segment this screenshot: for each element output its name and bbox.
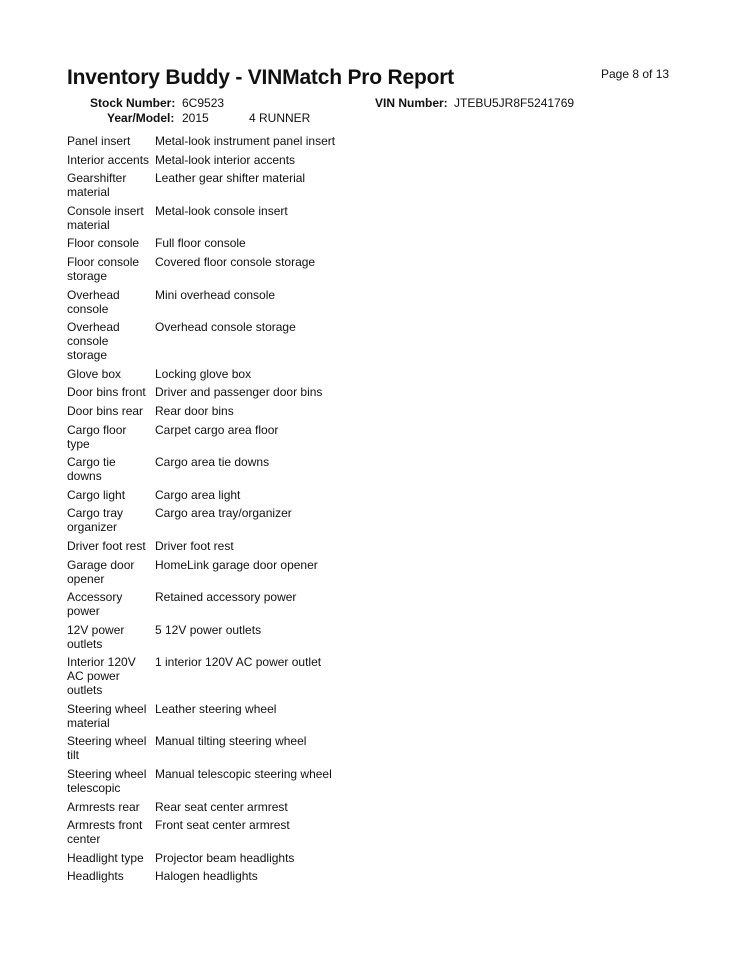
feature-row <box>67 236 335 250</box>
feature-label: Steering wheel material <box>67 701 147 730</box>
feature-value: Locking glove box <box>155 366 252 381</box>
feature-row <box>67 455 335 483</box>
feature-value: Cargo area light <box>155 487 241 502</box>
feature-value: Overhead console storage <box>155 320 296 335</box>
feature-value: Metal-look instrument panel insert <box>155 134 336 148</box>
feature-label: Interior 120V AC power outlets <box>67 655 136 698</box>
feature-value: Manual telescopic steering wheel <box>155 767 332 782</box>
feature-value: Projector beam headlights <box>155 850 295 865</box>
feature-label: Accessory power <box>67 590 123 619</box>
feature-row <box>67 590 335 618</box>
feature-value: Halogen headlights <box>155 869 258 884</box>
feature-value: Cargo area tie downs <box>155 455 270 470</box>
feature-row <box>67 623 335 651</box>
feature-value: Driver foot rest <box>155 538 234 553</box>
feature-row <box>67 655 335 697</box>
feature-row <box>67 255 335 283</box>
feature-value: Retained accessory power <box>155 590 297 605</box>
feature-value: Leather steering wheel <box>155 701 277 716</box>
feature-label: 12V power outlets <box>67 622 125 651</box>
feature-value: 5 12V power outlets <box>155 622 262 637</box>
feature-label: Floor console storage <box>67 254 140 283</box>
feature-value: Full floor console <box>155 236 246 251</box>
feature-value: 1 interior 120V AC power outlet <box>155 655 322 670</box>
feature-label: Cargo tray organizer <box>67 506 124 535</box>
feature-row <box>67 558 335 586</box>
feature-row <box>67 869 335 883</box>
feature-row <box>67 851 335 865</box>
feature-value: Manual tilting steering wheel <box>155 734 307 749</box>
feature-value: Rear seat center armrest <box>155 799 288 814</box>
feature-label: Cargo floor type <box>67 422 127 451</box>
feature-value: Metal-look console insert <box>155 203 288 218</box>
feature-value: Carpet cargo area floor <box>155 422 279 437</box>
feature-row <box>67 153 335 167</box>
feature-label: Gearshifter material <box>67 171 127 200</box>
feature-label: Door bins front <box>67 385 146 400</box>
feature-label: Panel insert <box>67 134 131 148</box>
feature-row <box>67 423 335 451</box>
page-number: Page 8 of 13 <box>601 67 670 81</box>
feature-row <box>67 404 335 418</box>
feature-label: Armrests front center <box>67 818 143 847</box>
feature-label: Cargo tie downs <box>67 455 116 484</box>
report-title: Inventory Buddy - VINMatch Pro Report <box>67 66 454 89</box>
feature-label: Headlight type <box>67 850 144 865</box>
vin-number-label: VIN Number: <box>375 96 448 110</box>
feature-value: Covered floor console storage <box>155 254 316 269</box>
feature-value: Leather gear shifter material <box>155 171 306 186</box>
feature-row <box>67 385 335 399</box>
feature-row <box>67 134 335 148</box>
feature-label: Door bins rear <box>67 403 144 418</box>
stock-number-value: 6C9523 <box>182 96 225 110</box>
feature-row <box>67 800 335 814</box>
feature-value: Driver and passenger door bins <box>155 385 323 400</box>
feature-value: Front seat center armrest <box>155 818 290 833</box>
feature-label: Garage door opener <box>67 557 135 586</box>
feature-row <box>67 539 335 553</box>
feature-value: HomeLink garage door opener <box>155 557 318 572</box>
feature-label: Console insert material <box>67 203 144 232</box>
feature-row <box>67 171 335 199</box>
feature-row <box>67 702 335 730</box>
feature-row <box>67 288 335 316</box>
feature-label: Overhead console <box>67 287 120 316</box>
feature-value: Cargo area tray/organizer <box>155 506 292 521</box>
feature-row <box>67 204 335 232</box>
model-value: 4 RUNNER <box>249 111 311 125</box>
feature-list <box>67 134 335 888</box>
feature-label: Overhead console storage <box>67 320 120 363</box>
feature-value: Metal-look interior accents <box>155 152 296 167</box>
feature-label: Steering wheel telescopic <box>67 767 147 796</box>
feature-row <box>67 734 335 762</box>
feature-row <box>67 320 335 362</box>
feature-row <box>67 506 335 534</box>
feature-row <box>67 488 335 502</box>
feature-row <box>67 818 335 846</box>
year-value: 2015 <box>182 111 209 125</box>
feature-label: Glove box <box>67 366 122 381</box>
vin-number-value: JTEBU5JR8F5241769 <box>454 96 575 110</box>
feature-value: Rear door bins <box>155 403 234 418</box>
feature-label: Driver foot rest <box>67 538 146 553</box>
feature-label: Floor console <box>67 236 140 251</box>
feature-label: Interior accents <box>67 152 150 167</box>
feature-label: Armrests rear <box>67 799 140 814</box>
feature-label: Headlights <box>67 869 124 884</box>
feature-row <box>67 367 335 381</box>
feature-row <box>67 767 335 795</box>
feature-label: Cargo light <box>67 487 126 502</box>
year-model-label: Year/Model: <box>107 111 175 125</box>
feature-value: Mini overhead console <box>155 287 276 302</box>
stock-number-label: Stock Number: <box>90 96 176 110</box>
feature-label: Steering wheel tilt <box>67 734 147 763</box>
